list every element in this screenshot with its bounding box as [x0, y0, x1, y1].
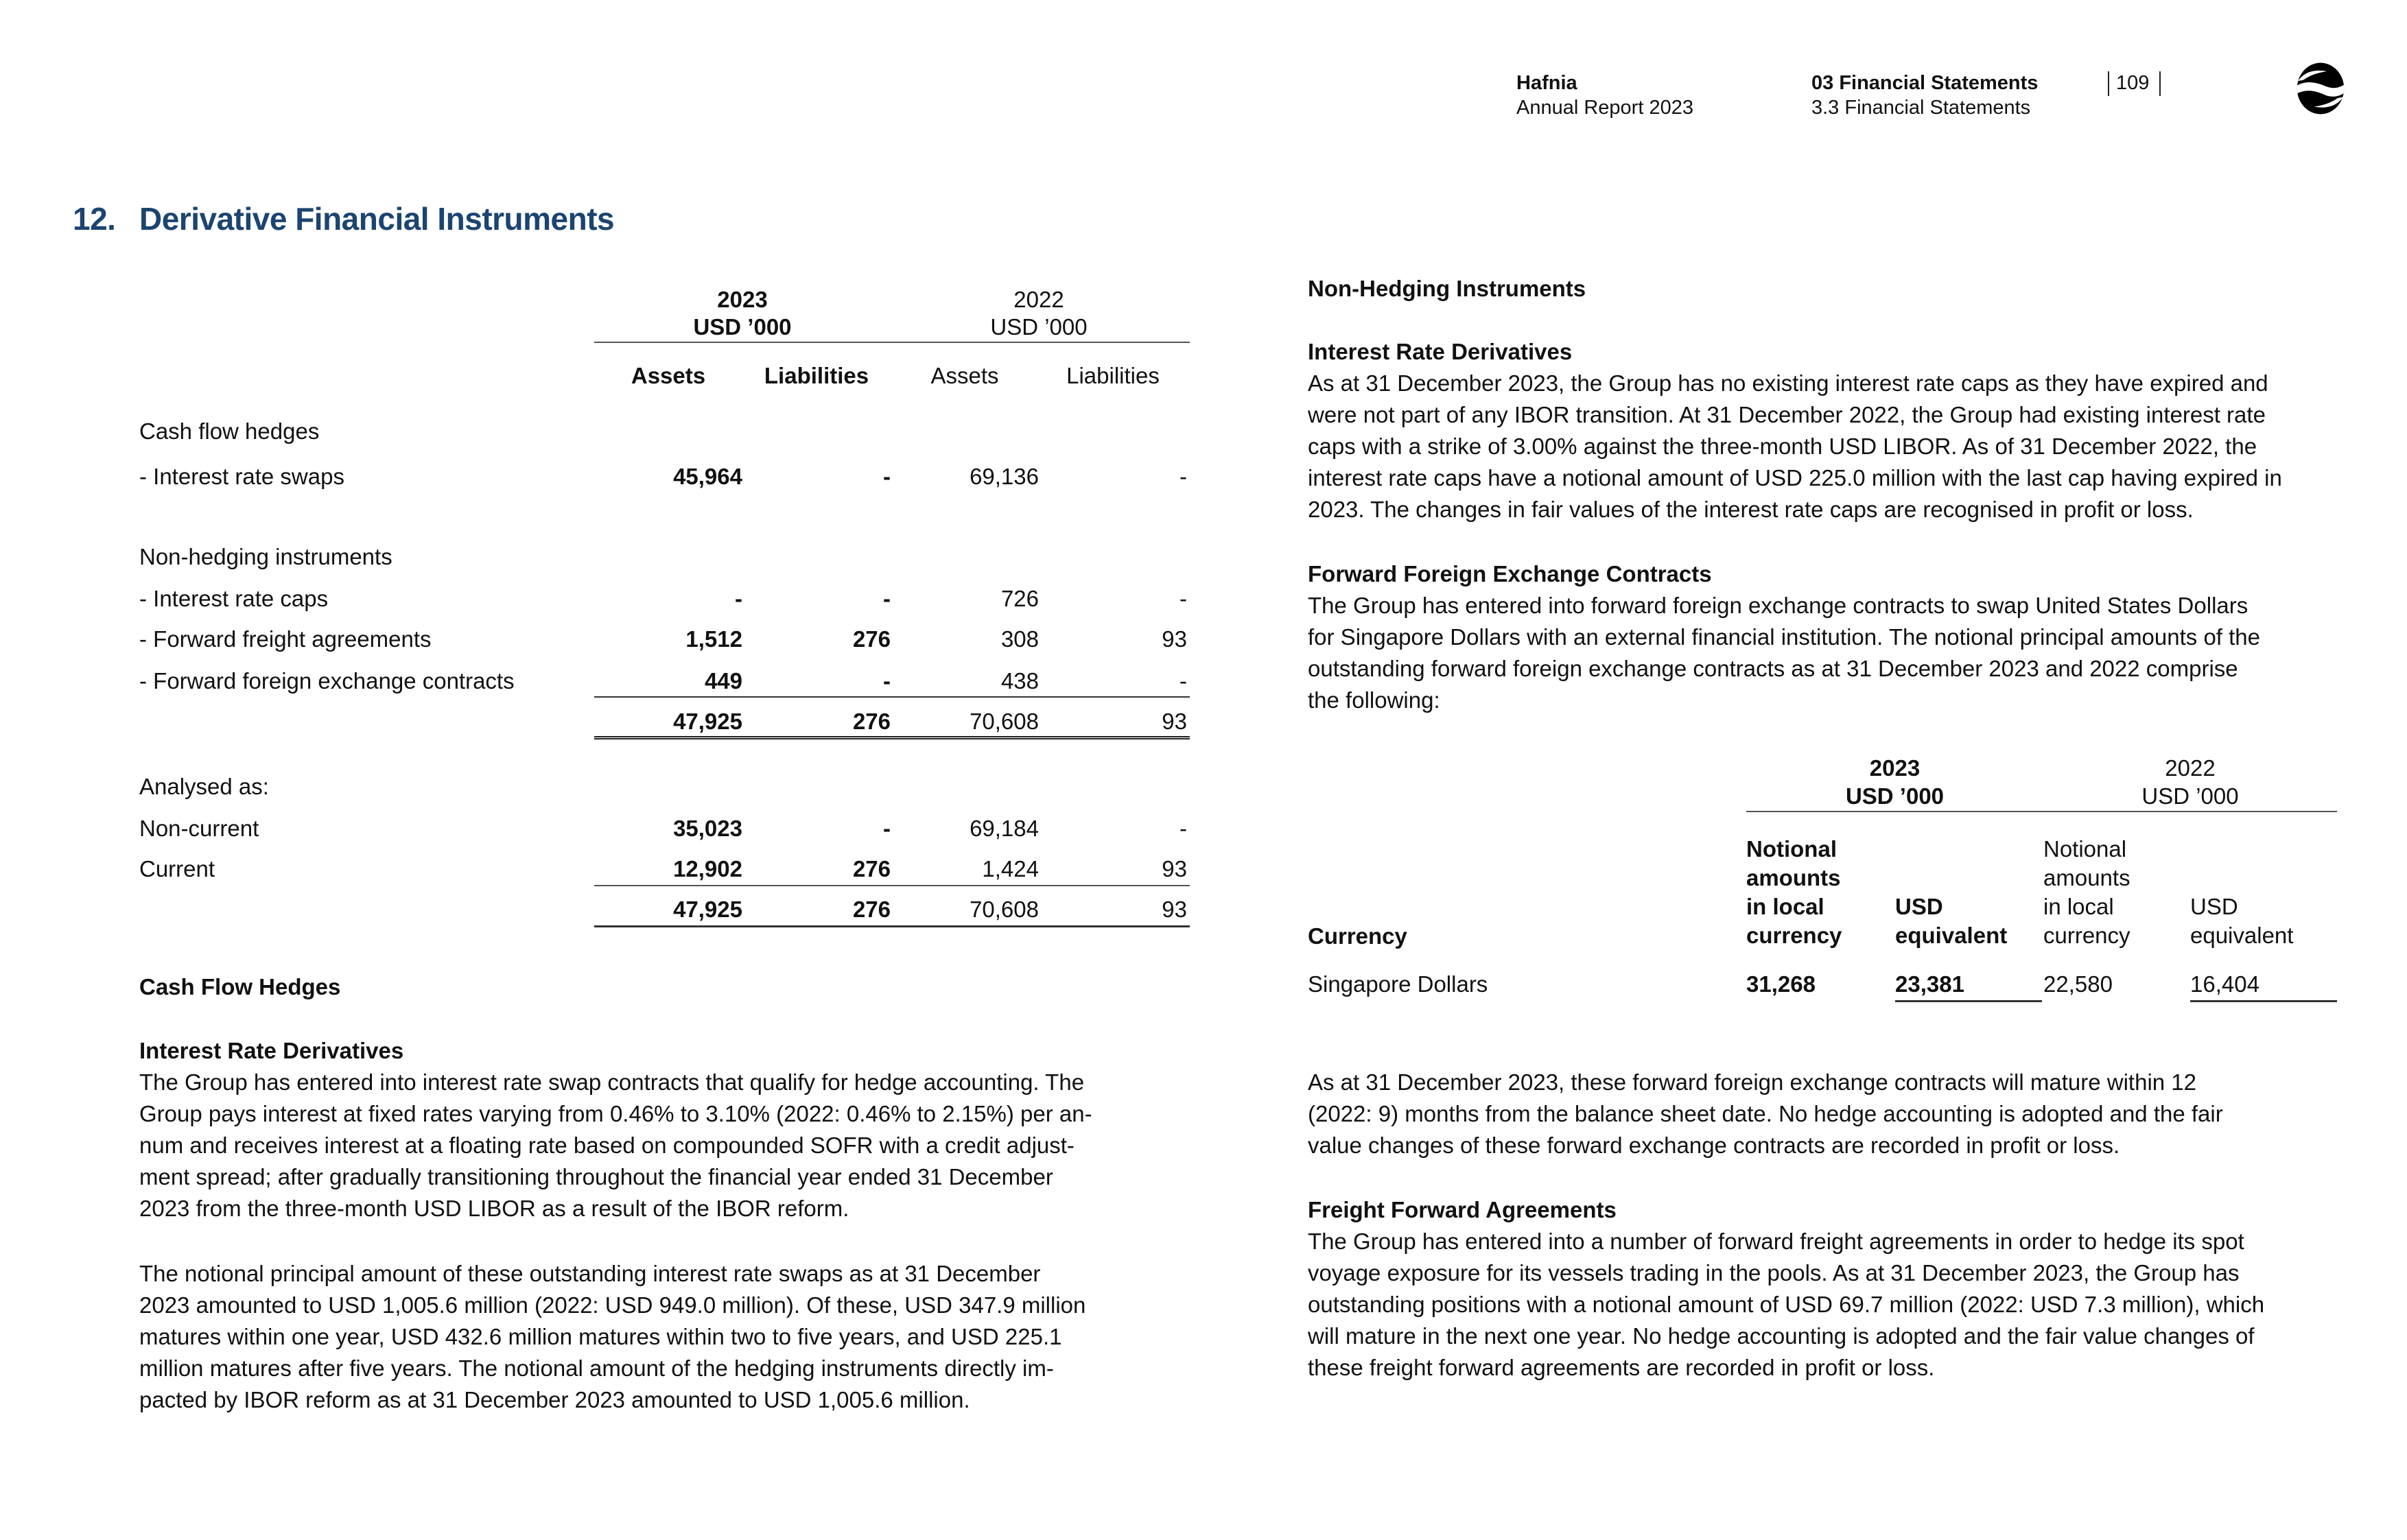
paragraph-interest-rate-swaps: The Group has entered into interest rate swap contracts that qualify for hedge accounting. The Group pays interest at fixed rates varying from 0.46% to 3.10% (2022: 0.46% to 2.15%) per an- num and receives interest at a floating rate based on compounded SOFR with a credit adjust- ment spread; after gradually transitioning throughout the financial year ended 31 December 2023 from the three-month USD LIBOR as a result of the IBOR reform.: [139, 1069, 1092, 1221]
cell-liabilities-2022: -: [1179, 816, 1187, 841]
title-text: Derivative Financial Instruments: [139, 201, 615, 237]
paragraph-interest-rate-caps: As at 31 December 2023, the Group has no existing interest rate caps as they have expired and were not part of any IBOR transition. At 31 December 2022, the Group had existing interest rate caps with a strike of 3.00% against the three-month USD LIBOR. As of 31 December 2022, the interest rate caps have a notional amount of USD 225.0 million with the last cap having expired in 2023. The changes in fair values of the interest rate caps are recognised in profit or loss.: [1308, 370, 2282, 522]
cell-assets-2023: -: [735, 586, 742, 611]
row-label: - Forward freight agreements: [139, 626, 432, 652]
cell-liabilities-2022: -: [1179, 668, 1187, 694]
cell-assets-2022: 438: [1000, 668, 1039, 694]
header-section: 03 Financial Statements: [1811, 72, 2039, 94]
cell-assets-2022: 69,136: [970, 464, 1039, 489]
ffx-cell-notional-2022: 22,580: [2043, 971, 2113, 997]
paragraph-forward-foreign-exchange: The Group has entered into forward foreign exchange contracts to swap United States Dollars for Singapore Dollars with an external financial institution. The notional principal amounts of the outstanding forward foreign exchange contracts as at 31 December 2023 and 2022 comprise the following:: [1308, 593, 2261, 713]
subheading-interest-rate-derivatives-nh: Interest Rate Derivatives: [1308, 339, 1573, 364]
total-assets-2023: 47,925: [673, 897, 742, 922]
ffx-col-currency: Currency: [1308, 923, 1407, 949]
cell-liabilities-2022: 93: [1162, 856, 1187, 881]
ffx-col-notional-2022: Notional amounts in local currency: [2043, 836, 2130, 948]
subtotal-rule: [594, 696, 1190, 698]
total-assets-2023: 47,925: [673, 709, 742, 734]
ffx-year-2022-header: 2022: [2165, 755, 2216, 781]
cell-assets-2023: 45,964: [673, 464, 742, 489]
heading-non-hedging-instruments: Non-Hedging Instruments: [1308, 276, 1586, 301]
cell-liabilities-2022: -: [1179, 464, 1187, 489]
col-assets-2023: Assets: [631, 363, 706, 388]
page-number: 109: [2116, 72, 2150, 94]
paragraph-notional-principal: The notional principal amount of these outstanding interest rate swaps as at 31 December 2023 amounted to USD 1,005.6 million (2022: USD 949.0 million). Of these, USD 347.9 million matures within one year, USD 432.6 million matures within two to five years, and USD 225.1 million matures after five years. The notional amount of the hedging instruments directly im- pacted by IBOR reform as at 31 December 2023 amounted to USD 1,005.6 million.: [139, 1261, 1086, 1412]
cell-assets-2023: 449: [704, 668, 742, 694]
cell-assets-2022: 1,424: [982, 856, 1039, 881]
page-number-divider-right: [2159, 71, 2161, 96]
cell-liabilities-2022: -: [1179, 586, 1187, 611]
cell-liabilities-2023: -: [883, 668, 891, 694]
header-company: Hafnia: [1516, 72, 1577, 94]
row-label: Non-current: [139, 816, 259, 841]
total-liabilities-2022: 93: [1162, 897, 1187, 922]
analysis-total-rule: [594, 925, 1190, 927]
ffx-col-notional-2023: Notional amounts in local currency: [1746, 836, 1842, 948]
ffx-unit-2023-header: USD ’000: [1845, 783, 1945, 809]
total-liabilities-2023: 276: [852, 709, 891, 734]
subheading-forward-foreign-exchange: Forward Foreign Exchange Contracts: [1308, 561, 1712, 587]
col-assets-2022: Assets: [930, 363, 999, 388]
ffx-usd-2023-underline: [1895, 1000, 2042, 1002]
hafnia-logo-icon: [2294, 62, 2347, 115]
header-rule: [594, 342, 1190, 343]
year-2022-header: 2022: [1013, 287, 1064, 312]
cell-liabilities-2023: -: [883, 464, 891, 489]
ffx-col-usd-equivalent-2022: USD equivalent: [2190, 894, 2294, 948]
cell-liabilities-2023: -: [883, 586, 891, 611]
col-liabilities-2022: Liabilities: [1066, 363, 1160, 388]
ffx-year-2023-header: 2023: [1869, 755, 1921, 781]
ffx-cell-usd-2022: 16,404: [2190, 971, 2259, 997]
analysis-subtotal-rule: [594, 885, 1190, 886]
cell-assets-2022: 308: [1000, 626, 1039, 652]
row-label: - Interest rate caps: [139, 586, 329, 611]
total-assets-2022: 70,608: [970, 709, 1039, 734]
cell-assets-2023: 12,902: [673, 856, 742, 881]
cell-liabilities-2023: 276: [852, 626, 891, 652]
cell-assets-2022: 69,184: [970, 816, 1039, 841]
cell-assets-2023: 35,023: [673, 816, 742, 841]
cell-liabilities-2022: 93: [1162, 626, 1187, 652]
total-assets-2022: 70,608: [970, 897, 1039, 922]
ffx-cell-usd-2023: 23,381: [1895, 971, 1964, 997]
page-title: [73, 200, 614, 237]
section-cash-flow-hedges: Cash flow hedges: [139, 418, 320, 444]
section-analysed-as: Analysed as:: [139, 774, 269, 799]
subheading-interest-rate-derivatives: Interest Rate Derivatives: [139, 1038, 404, 1063]
cell-assets-2023: 1,512: [685, 626, 742, 652]
page-number-divider-left: [2108, 71, 2109, 96]
total-liabilities-2023: 276: [852, 897, 891, 922]
subheading-freight-forward-agreements: Freight Forward Agreements: [1308, 1197, 1617, 1222]
row-label: Current: [139, 856, 215, 881]
unit-2022-header: USD ’000: [990, 314, 1088, 340]
heading-cash-flow-hedges: Cash Flow Hedges: [139, 974, 341, 999]
col-liabilities-2023: Liabilities: [764, 363, 869, 388]
ffx-header-rule: [1746, 811, 2337, 812]
ffx-col-usd-equivalent-2023: USD equivalent: [1895, 894, 2008, 948]
section-non-hedging: Non-hedging instruments: [139, 544, 392, 569]
cell-assets-2022: 726: [1000, 586, 1039, 611]
cell-liabilities-2023: -: [883, 816, 891, 841]
header-report: Annual Report 2023: [1516, 97, 1693, 119]
row-label: - Interest rate swaps: [139, 464, 344, 489]
paragraph-ffx-maturity: As at 31 December 2023, these forward foreign exchange contracts will mature within 12 (2022: 9) months from the balance sheet date. No hedge accounting is adopted and the fair value changes of these forward exchange contracts are recorded in profit or loss.: [1308, 1069, 2223, 1158]
cell-liabilities-2023: 276: [852, 856, 891, 881]
ffx-row-currency: Singapore Dollars: [1308, 971, 1488, 997]
header-subsection: 3.3 Financial Statements: [1811, 97, 2031, 119]
ffx-usd-2022-underline: [2190, 1000, 2337, 1002]
ffx-unit-2022-header: USD ’000: [2141, 783, 2239, 809]
title-number: 12.: [73, 201, 116, 237]
total-liabilities-2022: 93: [1162, 709, 1187, 734]
year-2023-header: 2023: [717, 287, 768, 312]
ffx-cell-notional-2023: 31,268: [1746, 971, 1816, 997]
unit-2023-header: USD ’000: [693, 314, 792, 340]
row-label: - Forward foreign exchange contracts: [139, 668, 515, 694]
total-double-rule: [594, 736, 1190, 739]
paragraph-freight-forward-agreements: The Group has entered into a number of forward freight agreements in order to hedge its spot voyage exposure for its vessels trading in the pools. As at 31 December 2023, the Group has outstanding positions with a notional amount of USD 69.7 million (2022: USD 7.3 million), which will mature in the next one year. No hedge accounting is adopted and the fair value changes of these freight forward agreements are recorded in profit or loss.: [1308, 1229, 2265, 1380]
